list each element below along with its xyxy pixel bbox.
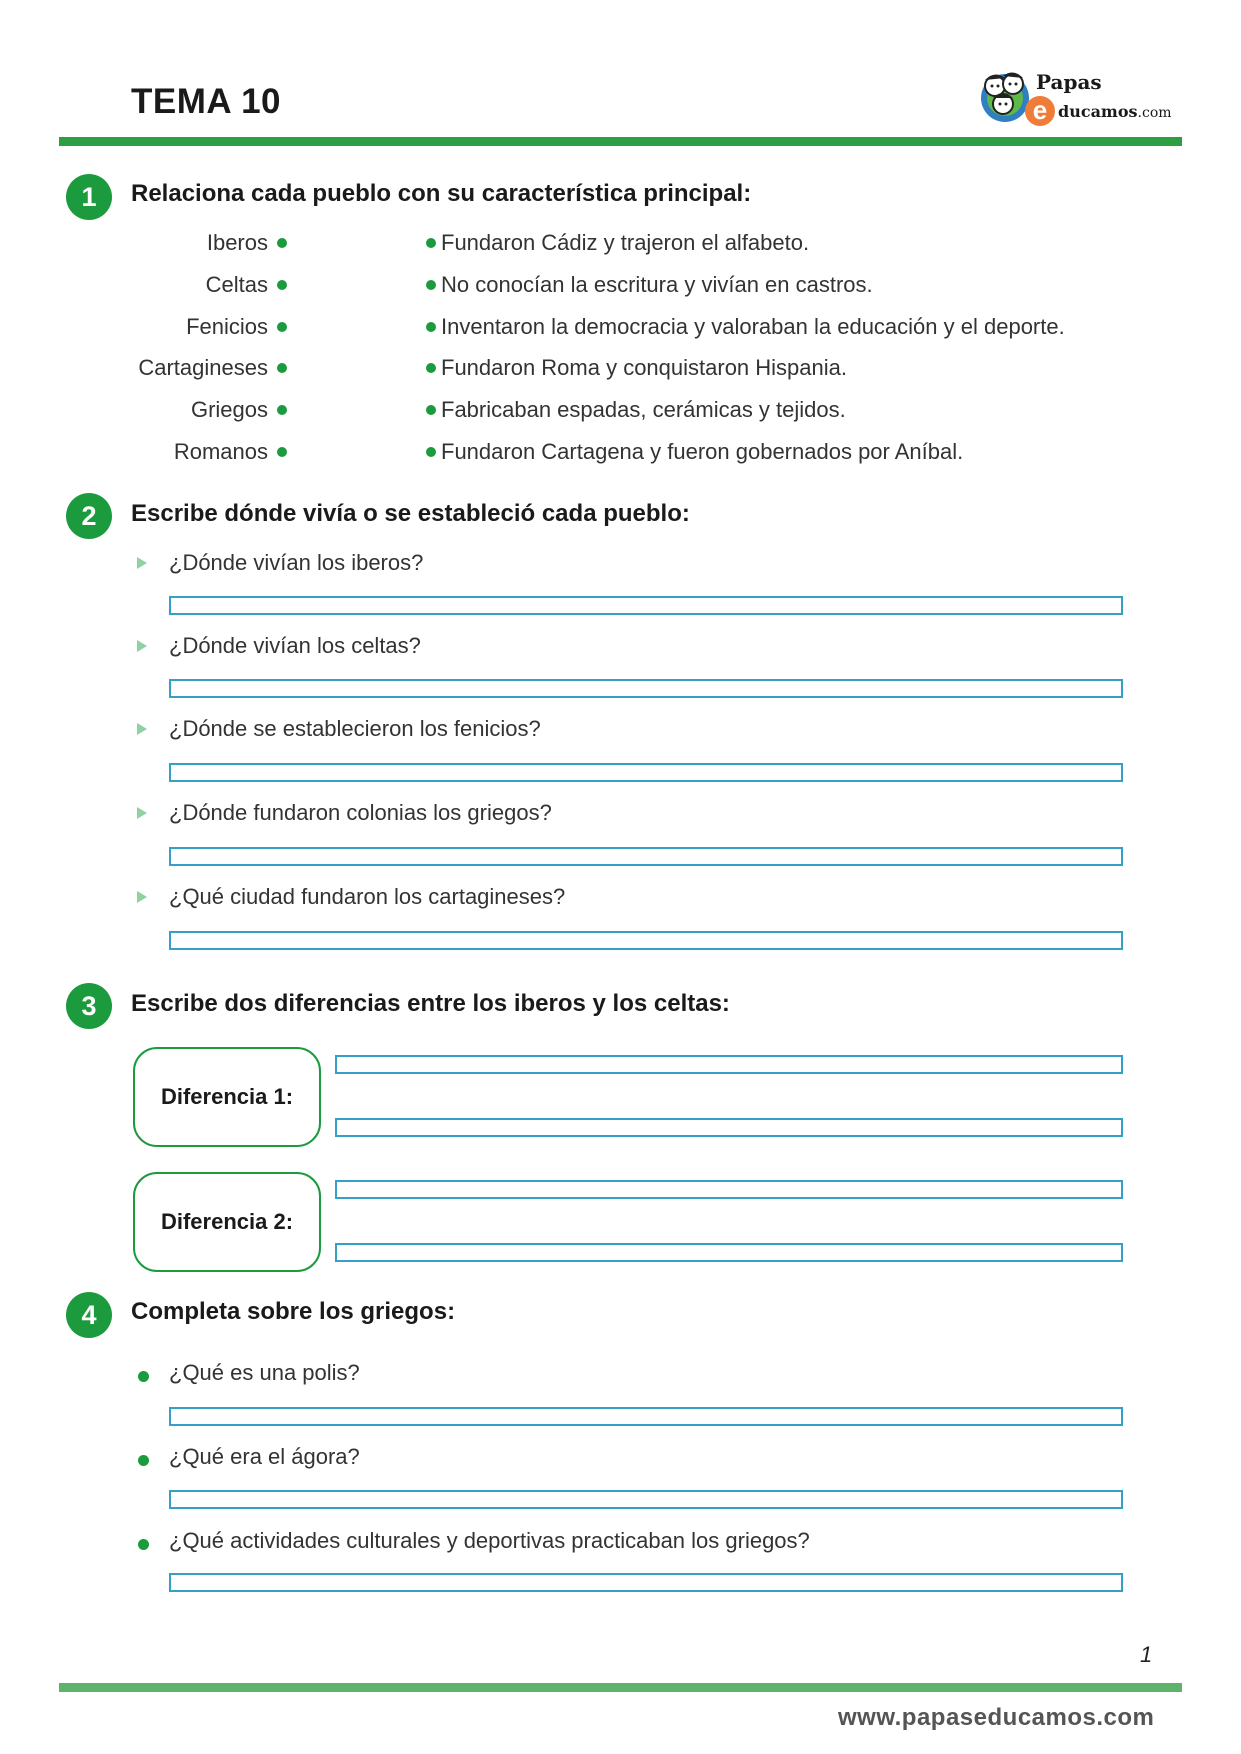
feature-label: Fundaron Cádiz y trajeron el alfabeto.	[441, 230, 810, 255]
match-dot[interactable]	[426, 280, 436, 290]
people-item[interactable]	[22, 272, 287, 298]
people-item[interactable]	[22, 397, 287, 423]
question-text: ¿Qué ciudad fundaron los cartagineses?	[169, 884, 566, 909]
arrow-bullet-icon	[137, 807, 147, 819]
feature-item[interactable]	[426, 272, 873, 298]
logo-ducamos-word: ducamos	[1058, 102, 1138, 121]
people-item[interactable]	[22, 314, 287, 340]
people-label: Cartagineses	[138, 355, 268, 380]
match-dot[interactable]	[426, 447, 436, 457]
question-text: ¿Dónde vivían los iberos?	[169, 550, 424, 575]
people-item[interactable]	[22, 230, 287, 256]
arrow-bullet-icon	[137, 891, 147, 903]
question-item	[169, 1360, 360, 1386]
question-item	[169, 884, 565, 910]
answer-line[interactable]	[169, 596, 1123, 615]
feature-label: Fundaron Roma y conquistaron Hispania.	[441, 355, 848, 380]
difference-2-box: Diferencia 2:	[133, 1172, 321, 1272]
logo-e-badge: e	[1025, 96, 1055, 126]
people-label: Griegos	[190, 397, 268, 422]
answer-line[interactable]	[169, 763, 1123, 782]
section-2-heading: Escribe dónde vivía o se estableció cada pueblo:	[131, 500, 690, 527]
match-dot[interactable]	[277, 238, 287, 248]
people-item[interactable]	[22, 355, 287, 381]
people-label: Celtas	[205, 272, 268, 297]
page-title: TEMA 10	[131, 82, 282, 121]
difference-1-line-1[interactable]	[335, 1055, 1123, 1074]
question-item	[169, 800, 552, 826]
section-4-heading: Completa sobre los griegos:	[131, 1298, 456, 1325]
section-3-heading: Escribe dos diferencias entre los iberos y los celtas:	[131, 990, 730, 1017]
people-item[interactable]	[22, 439, 287, 465]
answer-line[interactable]	[169, 1407, 1123, 1426]
answer-line[interactable]	[169, 847, 1123, 866]
difference-1-box: Diferencia 1:	[133, 1047, 321, 1147]
feature-item[interactable]	[426, 397, 846, 423]
logo-papas-text: Papas	[1036, 70, 1102, 94]
match-dot[interactable]	[277, 447, 287, 457]
people-label: Romanos	[173, 439, 268, 464]
papaseducamos-logo	[975, 62, 1175, 132]
people-label: Fenicios	[186, 314, 268, 339]
answer-line[interactable]	[169, 679, 1123, 698]
match-dot[interactable]	[277, 280, 287, 290]
question-item	[169, 1444, 360, 1470]
logo-ducamos-text	[1058, 102, 1172, 121]
section-1-number: 1	[66, 174, 112, 220]
difference-2-line-2[interactable]	[335, 1243, 1123, 1262]
match-dot[interactable]	[426, 322, 436, 332]
arrow-bullet-icon	[137, 640, 147, 652]
feature-item[interactable]	[426, 314, 1065, 340]
bullet-dot-icon	[138, 1539, 149, 1550]
feature-item[interactable]	[426, 439, 963, 465]
feature-label: Inventaron la democracia y valoraban la educación y el deporte.	[441, 314, 1065, 339]
question-text: ¿Dónde vivían los celtas?	[169, 633, 421, 658]
answer-line[interactable]	[169, 931, 1123, 950]
arrow-bullet-icon	[137, 557, 147, 569]
question-item	[169, 1528, 810, 1554]
match-dot[interactable]	[426, 405, 436, 415]
match-dot[interactable]	[277, 405, 287, 415]
difference-1-line-2[interactable]	[335, 1118, 1123, 1137]
feature-item[interactable]	[426, 230, 809, 256]
logo-com-text: .com	[1137, 105, 1172, 121]
header-rule	[59, 137, 1182, 146]
match-dot[interactable]	[426, 363, 436, 373]
feature-label: Fabricaban espadas, cerámicas y tejidos.	[441, 397, 846, 422]
section-3-number: 3	[66, 983, 112, 1029]
footer-url[interactable]: www.papaseducamos.com	[838, 1704, 1155, 1731]
match-dot[interactable]	[426, 238, 436, 248]
bullet-dot-icon	[138, 1371, 149, 1382]
question-text: ¿Dónde fundaron colonias los griegos?	[169, 800, 552, 825]
difference-2-line-1[interactable]	[335, 1180, 1123, 1199]
question-item	[169, 716, 541, 742]
question-text: ¿Qué era el ágora?	[169, 1444, 360, 1469]
question-text: ¿Dónde se establecieron los fenicios?	[169, 716, 541, 741]
question-text: ¿Qué actividades culturales y deportivas practicaban los griegos?	[169, 1528, 810, 1553]
match-dot[interactable]	[277, 322, 287, 332]
people-label: Iberos	[206, 230, 268, 255]
answer-line[interactable]	[169, 1573, 1123, 1592]
question-item	[169, 550, 423, 576]
section-2-number: 2	[66, 493, 112, 539]
section-4-number: 4	[66, 1292, 112, 1338]
arrow-bullet-icon	[137, 723, 147, 735]
page-number: 1	[1140, 1642, 1153, 1667]
section-1-heading: Relaciona cada pueblo con su característica principal:	[131, 180, 752, 207]
feature-label: Fundaron Cartagena y fueron gobernados por Aníbal.	[441, 439, 964, 464]
bullet-dot-icon	[138, 1455, 149, 1466]
feature-item[interactable]	[426, 355, 847, 381]
answer-line[interactable]	[169, 1490, 1123, 1509]
match-dot[interactable]	[277, 363, 287, 373]
question-text: ¿Qué es una polis?	[169, 1360, 360, 1385]
footer-rule	[59, 1683, 1182, 1692]
question-item	[169, 633, 421, 659]
feature-label: No conocían la escritura y vivían en castros.	[441, 272, 873, 297]
